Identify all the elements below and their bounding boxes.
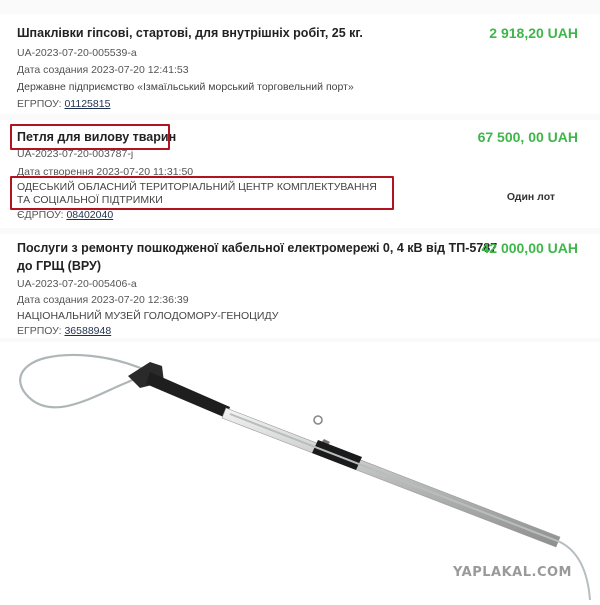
tender-organization-line2: ТА СОЦІАЛЬНОЇ ПІДТРИМКИ	[17, 194, 163, 206]
code-link[interactable]: 01125815	[64, 98, 111, 110]
tender-id: UA-2023-07-20-005539-a	[17, 47, 137, 59]
tender-date: Дата создания 2023-07-20 12:36:39	[17, 294, 189, 306]
cable-loop	[20, 355, 150, 407]
tender-code-row	[17, 208, 113, 222]
code-link[interactable]: 36588948	[64, 325, 112, 337]
ring	[314, 416, 322, 424]
tender-card-highlighted[interactable]	[0, 120, 600, 228]
code-label: ЕГРПОУ:	[17, 325, 62, 337]
tender-title[interactable]: Шпаклівки гіпсові, стартові, для внутрішніх робіт, 25 кг.	[17, 26, 363, 40]
lot-label: Один лот	[506, 191, 555, 203]
tender-title-line2[interactable]: до ГРЩ (ВРУ)	[17, 259, 101, 273]
tender-code-row	[17, 324, 111, 338]
tender-date: Дата створення 2023-07-20 11:31:50	[17, 166, 194, 178]
code-label: ЄДРПОУ:	[17, 209, 64, 221]
tender-code-row	[17, 97, 110, 111]
tender-organization: Державне підприємство «Ізмаїльський морський торговельний порт»	[17, 81, 354, 93]
tender-price: 2 918,20 UAH	[489, 25, 578, 41]
watermark: YAPLAKAL.COM	[453, 565, 572, 580]
catch-pole-image	[0, 342, 600, 600]
tender-price: 42 000,00 UAH	[481, 240, 578, 256]
tender-organization-line1: ОДЕСЬКИЙ ОБЛАСНИЙ ТЕРИТОРІАЛЬНИЙ ЦЕНТР КОМПЛЕКТУВАННЯ	[17, 181, 377, 193]
tender-title-line1[interactable]: Послуги з ремонту пошкодженої кабельної електромережі 0, 4 кВ від ТП-5787	[17, 241, 498, 255]
tender-title[interactable]: Петля для вилову тварин	[17, 130, 177, 144]
tender-organization: НАЦІОНАЛЬНИЙ МУЗЕЙ ГОЛОДОМОРУ-ГЕНОЦИДУ	[17, 310, 279, 322]
tender-id: UA-2023-07-20-005406-a	[17, 278, 137, 290]
organization-highlight-box	[10, 176, 394, 210]
tender-id: UA-2023-07-20-003787-j	[17, 148, 134, 160]
code-link[interactable]: 08402040	[66, 209, 114, 221]
title-highlight-box	[10, 124, 170, 150]
tender-price: 67 500, 00 UAH	[477, 129, 578, 145]
code-label: ЕГРПОУ:	[17, 98, 62, 110]
upper-grip	[146, 372, 230, 418]
product-photo	[0, 342, 600, 600]
tender-card[interactable]	[0, 234, 600, 338]
tender-card[interactable]	[0, 14, 600, 114]
tender-date: Дата создания 2023-07-20 12:41:53	[17, 64, 189, 76]
